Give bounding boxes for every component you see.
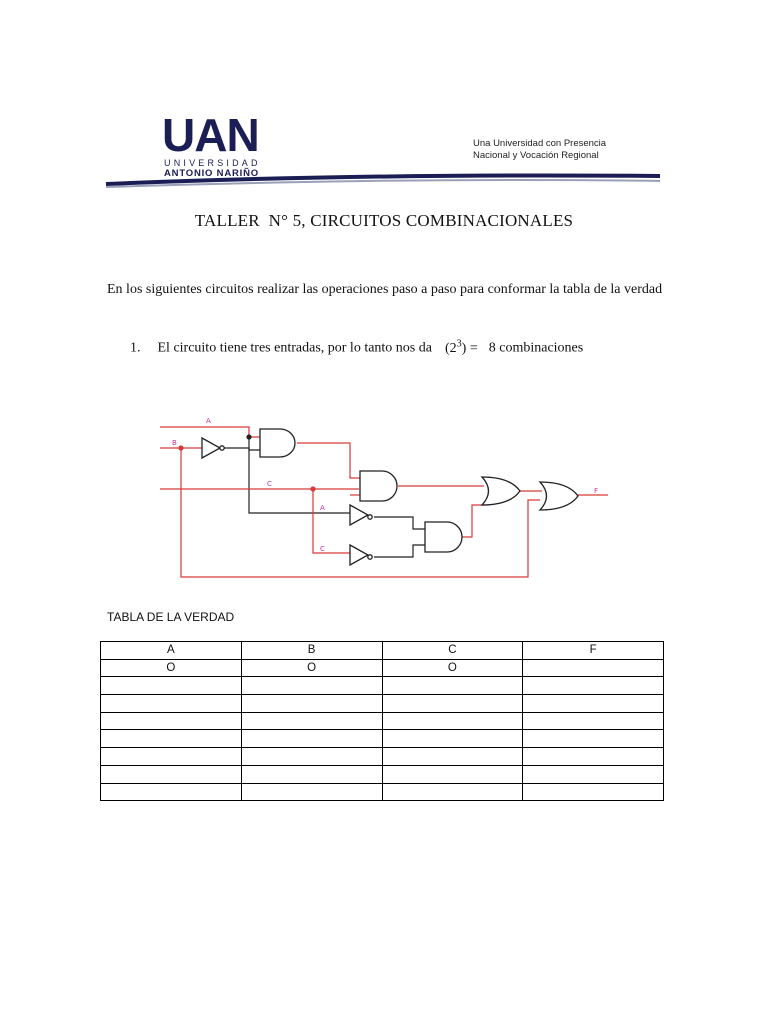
list-item-1 xyxy=(130,333,583,359)
logic-circuit-diagram xyxy=(150,405,620,585)
table-cell[interactable] xyxy=(101,677,242,695)
table-cell[interactable] xyxy=(241,677,382,695)
label-input-a: A xyxy=(206,417,211,425)
table-cell[interactable] xyxy=(523,677,664,695)
table-cell[interactable] xyxy=(382,765,523,783)
tagline-line-1: Una Universidad con Presencia xyxy=(473,138,607,149)
list-item-result: 8 combinaciones xyxy=(488,340,584,356)
truth-table-heading: TABLA DE LA VERDAD xyxy=(107,610,235,624)
table-row xyxy=(101,783,664,801)
table-cell[interactable] xyxy=(101,765,242,783)
header-swoosh xyxy=(100,162,665,190)
math-expression: $(2^3)$ = xyxy=(444,338,478,356)
table-cell[interactable] xyxy=(241,730,382,748)
table-row xyxy=(101,765,664,783)
table-cell[interactable] xyxy=(523,695,664,713)
and-gate-2 xyxy=(360,471,397,501)
table-cell[interactable] xyxy=(241,695,382,713)
not-gate-a xyxy=(350,505,372,525)
table-row xyxy=(101,659,664,677)
wire-notc-out xyxy=(374,545,425,557)
or-gate-2 xyxy=(540,482,578,510)
tagline-line-2: Nacional y Vocación Regional xyxy=(473,150,599,161)
wire-a xyxy=(160,427,260,437)
wire-notb xyxy=(224,448,260,450)
table-row xyxy=(101,748,664,766)
or-gate-1 xyxy=(482,477,520,505)
table-cell[interactable]: O xyxy=(101,659,242,677)
table-cell[interactable] xyxy=(241,765,382,783)
label-c-branch: C xyxy=(320,545,325,553)
table-row xyxy=(101,730,664,748)
table-row xyxy=(101,695,664,713)
table-row xyxy=(101,677,664,695)
table-cell[interactable] xyxy=(382,783,523,801)
table-cell[interactable] xyxy=(241,712,382,730)
logo-subtitle-name: ANTONIO NARIÑO xyxy=(164,168,259,179)
intro-paragraph: En los siguientes circuitos realizar las operaciones paso a paso para conformar la tabla de la verdad xyxy=(107,282,663,297)
table-cell[interactable] xyxy=(523,712,664,730)
list-item-text: El circuito tiene tres entradas, por lo tanto nos da xyxy=(157,340,432,356)
table-cell[interactable] xyxy=(101,712,242,730)
label-output-f: F xyxy=(594,487,599,495)
table-cell[interactable] xyxy=(523,748,664,766)
header-f: F xyxy=(523,642,664,660)
table-cell[interactable] xyxy=(523,783,664,801)
table-cell[interactable] xyxy=(101,695,242,713)
wire-nota-out xyxy=(374,517,425,529)
wire-and3-out xyxy=(462,505,486,537)
not-gate-b xyxy=(202,438,224,458)
junction-c xyxy=(310,486,315,491)
label-input-c: C xyxy=(267,480,272,488)
table-header-row xyxy=(101,642,664,660)
table-cell[interactable] xyxy=(241,748,382,766)
table-cell[interactable]: O xyxy=(382,659,523,677)
header xyxy=(100,109,665,190)
and-gate-3 xyxy=(425,522,462,552)
table-cell[interactable] xyxy=(523,730,664,748)
table-cell[interactable] xyxy=(523,659,664,677)
and-gate-1 xyxy=(260,429,295,457)
table-cell[interactable] xyxy=(523,765,664,783)
table-cell[interactable] xyxy=(382,712,523,730)
header-c: C xyxy=(382,642,523,660)
page-title: TALLER N° 5, CIRCUITOS COMBINACIONALES xyxy=(194,211,574,230)
not-gate-c xyxy=(350,545,372,565)
table-cell[interactable] xyxy=(101,783,242,801)
table-row xyxy=(101,712,664,730)
table-cell[interactable] xyxy=(382,695,523,713)
header-a: A xyxy=(101,642,242,660)
label-input-b: B xyxy=(172,439,177,447)
list-item-number: 1. xyxy=(130,340,141,356)
label-a-branch: A xyxy=(320,504,325,512)
logo-subtitle-university: UNIVERSIDAD xyxy=(164,158,261,168)
table-cell[interactable] xyxy=(101,748,242,766)
wire-c-down xyxy=(313,489,350,553)
header-b: B xyxy=(241,642,382,660)
table-cell[interactable] xyxy=(241,783,382,801)
table-cell[interactable]: O xyxy=(241,659,382,677)
table-cell[interactable] xyxy=(382,748,523,766)
wire-and1-out xyxy=(297,443,360,478)
junction-b xyxy=(178,445,183,450)
table-cell[interactable] xyxy=(382,677,523,695)
truth-table xyxy=(100,641,664,801)
table-cell[interactable] xyxy=(101,730,242,748)
table-cell[interactable] xyxy=(382,730,523,748)
junction-a xyxy=(246,434,251,439)
logo-mark: UAN xyxy=(162,109,259,161)
